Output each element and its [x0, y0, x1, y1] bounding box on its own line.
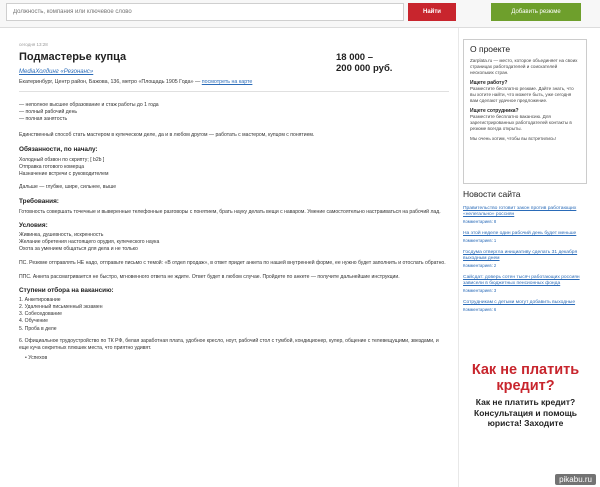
salary-line-2: 200 000 руб.: [336, 63, 393, 74]
ad-headline: Как не платить кредит?: [471, 362, 580, 394]
conditions-list: [19, 232, 449, 254]
news-item: [463, 275, 587, 293]
about-intro: Zarplata.ru — место, которое объединяет на своих страницах работодателей и соискателей нескольких стран.: [470, 58, 578, 75]
divider: [19, 91, 449, 92]
comments-count[interactable]: Комментариев: 6: [463, 307, 497, 312]
salary: [336, 52, 392, 74]
news-link[interactable]: Сотрудникам с детьми могут добавить выходные: [463, 300, 576, 305]
duty-item: Отправка готового комерца: [19, 164, 85, 171]
comments-count[interactable]: Комментариев: 2: [463, 263, 497, 268]
watermark: pikabu.ru: [555, 474, 596, 485]
news-link[interactable]: Сайсдат: доверь сотен тысяч работающих россиян зависели в бюджетных пенсионных фонда: [463, 275, 580, 286]
intro-text: Единственный способ стать мастером в купеческом деле, да и в любом другом — работать с мастером, купцом с понятием.: [19, 131, 315, 138]
ps-text: ПС. Резюме отправлять НЕ надо, отправьте письмо с темой: «В отдел продаж», в ответ придет анкета по нашей внутренней форме, ее нужно будет заполнить и отослать обратно.: [19, 260, 446, 267]
about-question-2: Ищете сотрудника?: [470, 108, 519, 114]
condition-item: Живинка, душевность, искренность: [19, 231, 104, 238]
about-question-1: Ищете работу?: [470, 80, 508, 86]
comments-count[interactable]: Комментариев: 8: [463, 219, 497, 224]
bullet-item: [19, 355, 449, 362]
condition-item: Желание обретения настоящего орудия, купеческого наука: [19, 239, 160, 246]
news-comments[interactable]: [463, 307, 587, 312]
map-link[interactable]: посмотреть на карте: [201, 79, 253, 85]
news-item: [463, 300, 587, 312]
about-answer-1: Разместите бесплатно резюме. Дайте знать, что вы хотите найти, что можете быть, уже сегодня вам сделают удачное предложение.: [470, 86, 574, 103]
news-title: Новости сайта: [463, 189, 521, 199]
stages-heading: Ступени отбора на вакансию:: [19, 286, 114, 294]
news-comments[interactable]: [463, 238, 587, 243]
duties-more: Дальше — глубже, шире, сильнее, выше: [19, 184, 117, 191]
about-closing: Мы очень хотим, чтобы вы встретились!: [470, 136, 556, 141]
req-line: — неполное высшее образование и стаж работы до 1 года: [19, 102, 159, 108]
ad-text: Как не платить кредит? Консультация и помощь юриста! Заходите: [474, 397, 577, 428]
conditions-heading: Условия:: [19, 221, 48, 229]
comments-count[interactable]: Комментариев: 3: [463, 288, 497, 293]
about-answer-2: Разместите бесплатно вакансию. Для зарегистрированных работодателей контакты в резюме всегда открыты.: [470, 114, 572, 131]
comments-count[interactable]: Комментариев: 1: [463, 238, 497, 243]
address: [19, 79, 449, 85]
ad-banner[interactable]: [465, 356, 586, 487]
column-divider: [458, 28, 459, 487]
official-text: 6. Официальное трудоустройство по ТК РФ, белая заработная плата, удобное кресло, ноут, рабочий стол с тумбой, кондиционер, кулер, общение с телевещущими, звездами, и еще куча секретных плюшек места, что приятно удивят.: [19, 337, 439, 352]
news-comments[interactable]: [463, 219, 587, 224]
stages-list: [19, 297, 449, 333]
salary-line-1: 18 000 –: [336, 52, 373, 63]
news-item: [463, 250, 587, 268]
req-line: — полная занятость: [19, 116, 68, 123]
duties-list: [19, 157, 449, 179]
news-item: [463, 206, 587, 224]
job-posting: [19, 42, 449, 362]
search-input[interactable]: [6, 3, 404, 21]
sidebar: [463, 39, 587, 312]
find-button[interactable]: Найти: [408, 3, 456, 21]
top-search-bar: [0, 0, 600, 28]
duty-item: Холодный обзвон по скрипту; [ b2b ]: [19, 156, 105, 163]
news-link[interactable]: На этой неделе один рабочий день будет меньше: [463, 231, 577, 236]
bullet-dot: •: [25, 355, 27, 362]
address-text: Екатеринбург, Центр район, Бажова, 136, метро «Площадь 1905 Года» —: [19, 79, 201, 85]
about-title: О проекте: [470, 44, 511, 54]
company-link[interactable]: MediaХолдинг «Резонанс»: [19, 69, 94, 75]
duty-item: Назначение встречи с руководителем: [19, 171, 109, 178]
add-resume-button[interactable]: Добавить резюме: [491, 3, 581, 21]
stage-item: 3. Собеседование: [19, 311, 62, 318]
requirements-heading: Требования:: [19, 197, 59, 205]
news-link[interactable]: Госдума отверглa инициативу сделать 31 декабря выходным днем: [463, 250, 578, 261]
posting-date: сегодня 13:28: [19, 42, 48, 47]
news-item: [463, 231, 587, 243]
job-title: Подмастерье купца: [19, 51, 127, 63]
duties-heading: Обязанности, по началу:: [19, 145, 98, 153]
stage-item: 5. Проба в деле: [19, 325, 57, 332]
condition-item: Охота за умением общаться для дела и не только: [19, 246, 138, 253]
requirements-summary: [19, 102, 449, 124]
stage-item: 2. Удаленный письменный экзамен: [19, 304, 103, 311]
bullet-text: Успехов: [28, 355, 48, 362]
pps-text: ППС. Анкета рассматривается не быстро, мгновенного ответа не ждите. Ответ будет в любом случае. Пройдете по анкете — получите дальнейшие инструкции.: [19, 273, 400, 280]
stage-item: 1. Анкетирование: [19, 296, 61, 303]
about-box: [463, 39, 587, 184]
stage-item: 4. Обучение: [19, 318, 48, 325]
news-comments[interactable]: [463, 263, 587, 268]
requirements-text: Готовность совершать точечные и выверенные телефонные разговоры с понятием, брать науку делать вещи с наваром. Умение самостоятельно настраиваться на рабочий лад.: [19, 208, 441, 215]
req-line: — полный рабочий день: [19, 109, 78, 116]
news-link[interactable]: Правительство готовит закон против работающих «нелегально» россиян: [463, 206, 577, 217]
news-comments[interactable]: [463, 288, 587, 293]
